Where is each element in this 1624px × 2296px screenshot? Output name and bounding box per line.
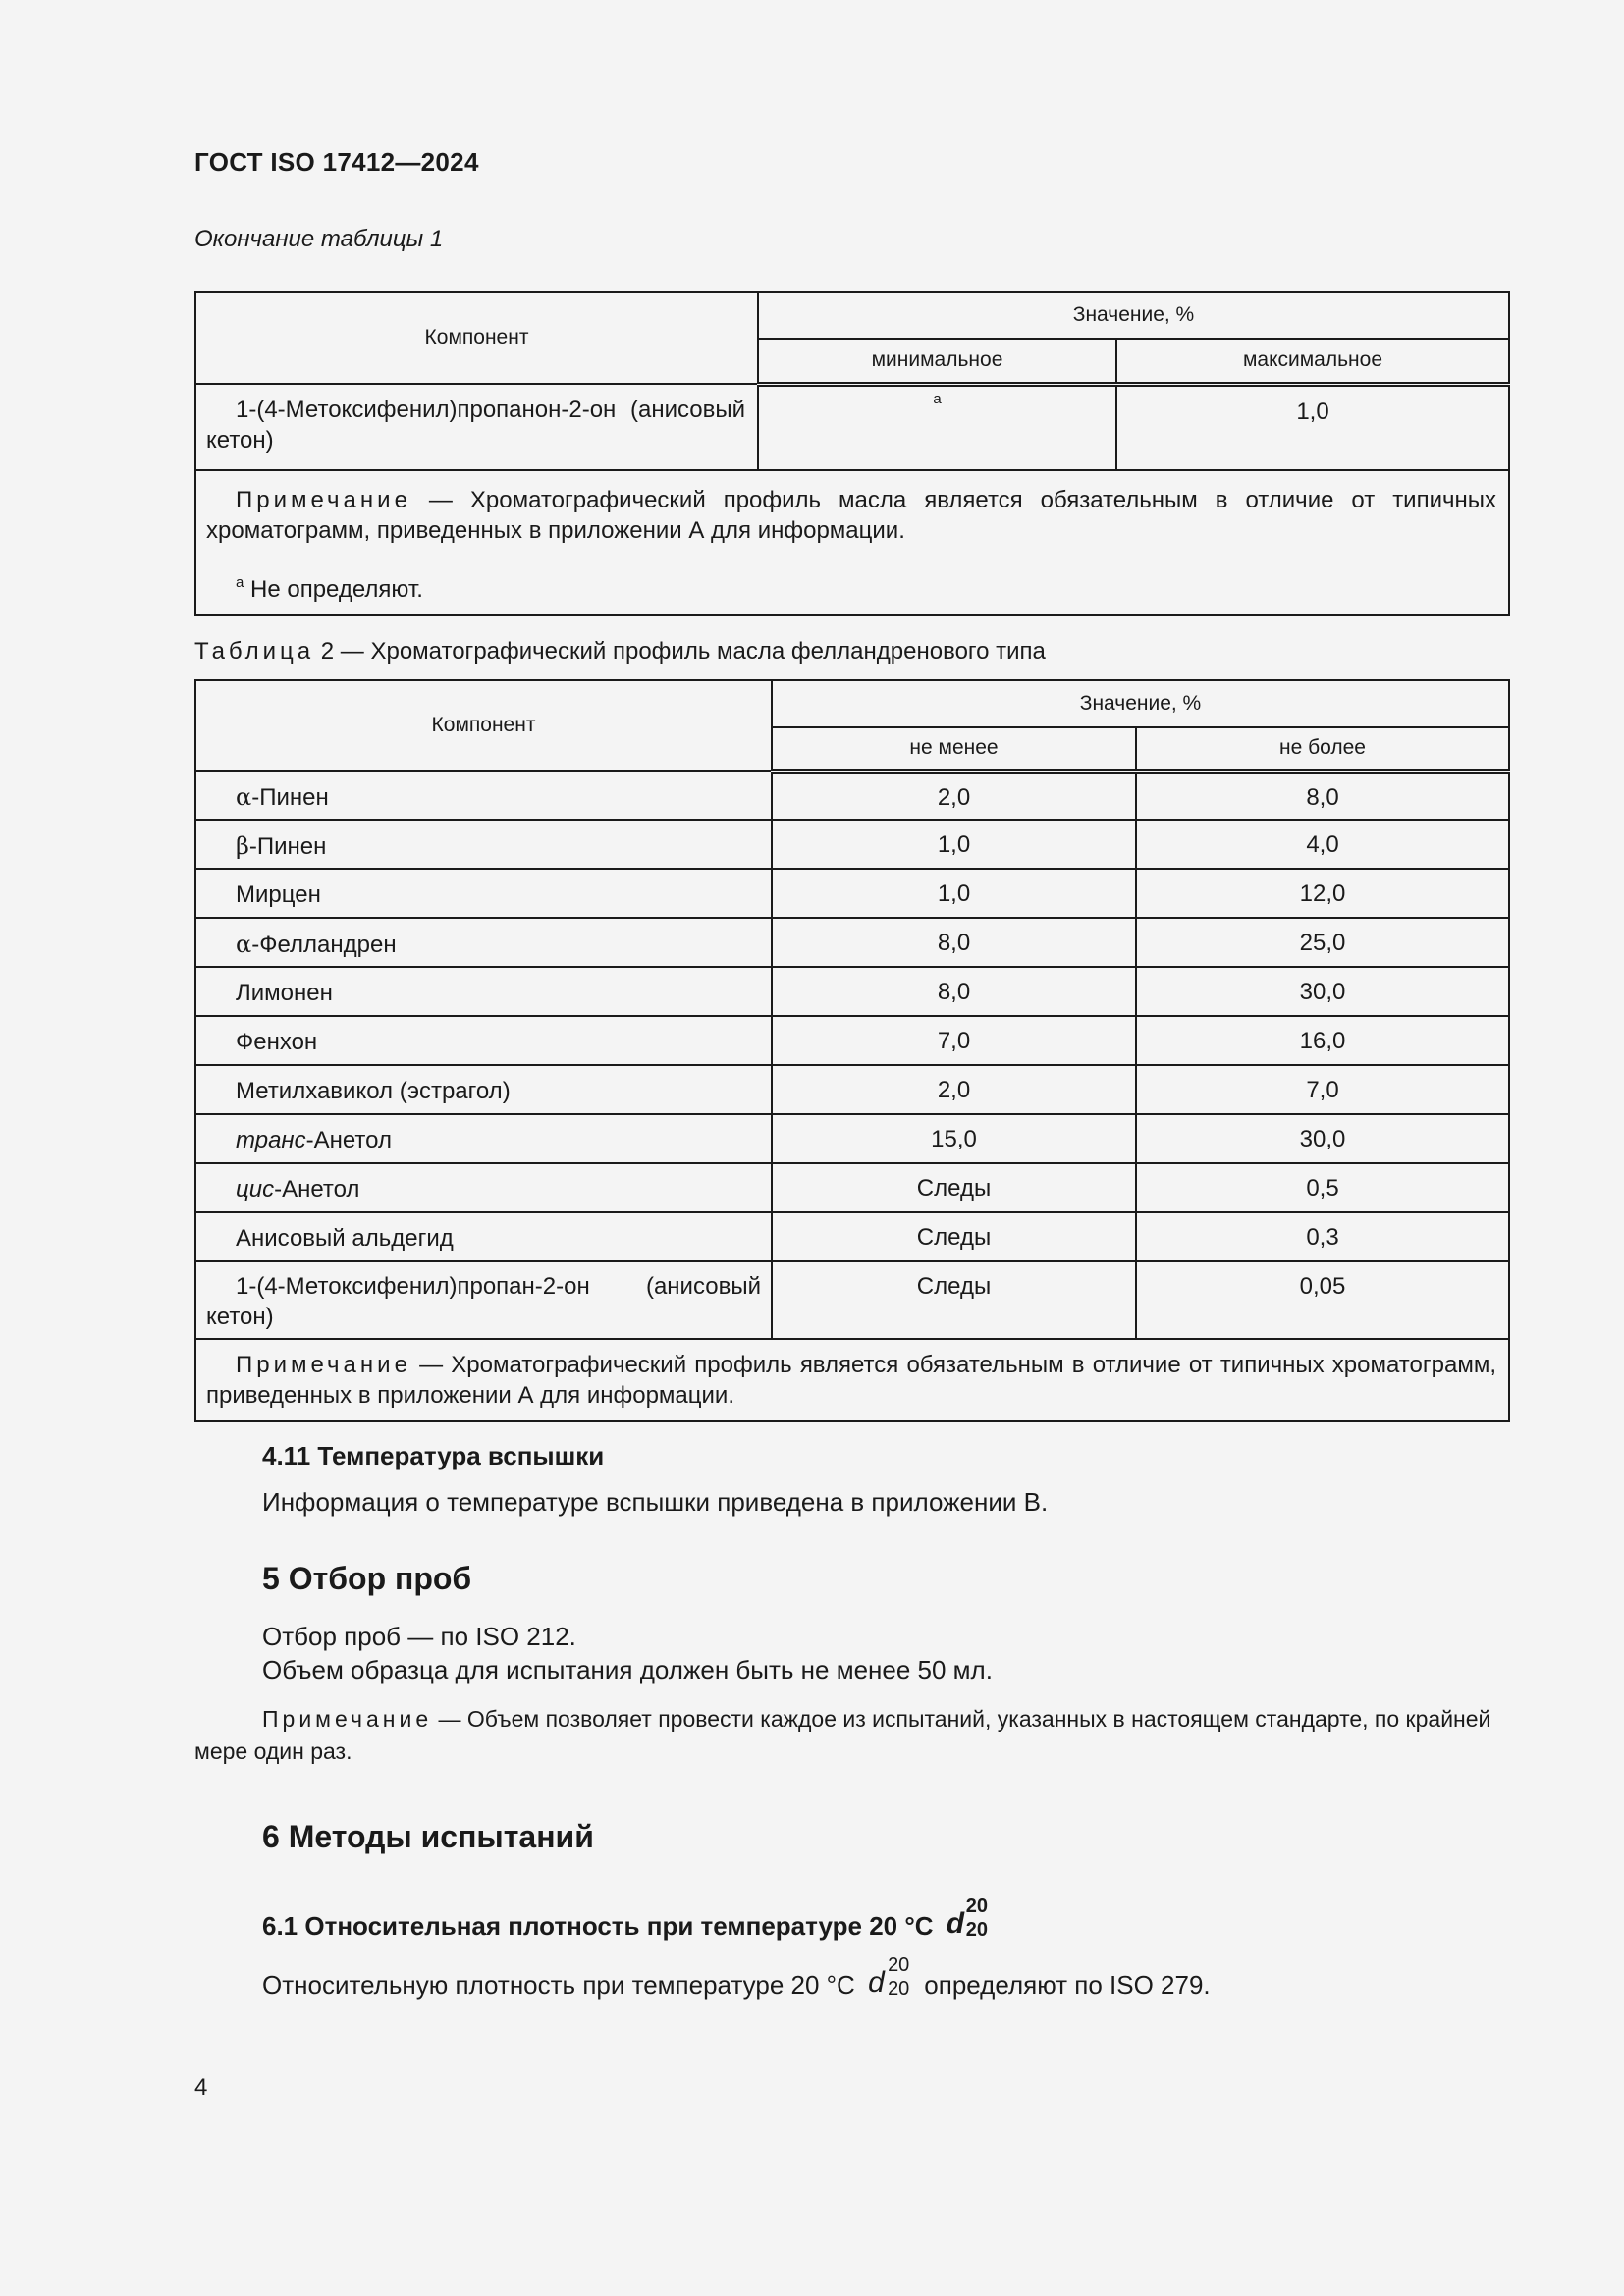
density-symbol: d 20 20 [868, 1954, 910, 2000]
component-prefix: цис [236, 1176, 275, 1202]
table2-cell-min: Следы [772, 1261, 1136, 1339]
note-label: Примечание [236, 1352, 411, 1378]
note-label: Примечание [236, 487, 411, 513]
table2-body [195, 771, 1509, 1339]
table2-cell-min: Следы [772, 1163, 1136, 1212]
table2-title-label: Таблица [194, 638, 315, 665]
component-name: Лимонен [236, 980, 333, 1006]
section-5-line2: Объем образца для испытания должен быть не менее 50 мл. [262, 1655, 993, 1684]
table2-cell-component [195, 1065, 772, 1114]
section-5-note [194, 1703, 1508, 1768]
component-name: Мирцен [236, 881, 321, 908]
table-row [195, 1163, 1509, 1212]
component-prefix: β [236, 832, 249, 860]
table-row [195, 1016, 1509, 1065]
table2-cell-component [195, 869, 772, 918]
table2-header-value: Значение, % [772, 680, 1509, 727]
table-row [195, 384, 1509, 470]
table-row [195, 820, 1509, 869]
component-prefix: α [236, 783, 252, 811]
note-label: Примечание [262, 1706, 433, 1732]
component-name: -Пинен [248, 833, 327, 860]
table2-cell-min: 2,0 [772, 771, 1136, 820]
table2-cell-component [195, 1212, 772, 1261]
component-name: -Анетол [305, 1127, 392, 1153]
section-6-1-title: 6.1 Относительная плотность при температуре 20 °С [262, 1911, 934, 1941]
table2-cell-max: 0,5 [1136, 1163, 1509, 1212]
table2-cell-max: 25,0 [1136, 918, 1509, 967]
table2-cell-min: 1,0 [772, 820, 1136, 869]
note-text: — Объем позволяет провести каждое из испытаний, указанных в настоящем стандарте, по крайней мере один раз. [194, 1706, 1491, 1764]
table-row [195, 771, 1509, 820]
table2-cell-min: 8,0 [772, 918, 1136, 967]
section-4-11-heading: 4.11 Температура вспышки [262, 1441, 605, 1470]
component-name: Фенхон [236, 1029, 318, 1055]
note-text: — Хроматографический профиль является обязательным в отличие от типичных хроматограмм, приведенных в приложении А для информации. [206, 1352, 1496, 1409]
table1-continuation-caption: Окончание таблицы 1 [194, 226, 444, 252]
table2-cell-component [195, 967, 772, 1016]
note-text: — Хроматографический профиль масла является обязательным в отличие от типичных хроматограмм, приведенных в приложении А для информации. [206, 487, 1497, 544]
table2-cell-component [195, 1114, 772, 1163]
table-row [195, 1114, 1509, 1163]
table2-cell-max: 7,0 [1136, 1065, 1509, 1114]
table-row [195, 1212, 1509, 1261]
component-name: -Анетол [274, 1176, 360, 1202]
table1 [194, 291, 1510, 616]
table2-note [195, 1339, 1509, 1421]
density-symbol: d 20 20 [946, 1896, 988, 1941]
section-6-heading: 6 Методы испытаний [262, 1819, 594, 1854]
table1-header-value: Значение, % [758, 292, 1509, 339]
table-row [195, 1065, 1509, 1114]
table2-cell-max: 4,0 [1136, 820, 1509, 869]
table2 [194, 679, 1510, 1422]
table1-cell-min [758, 384, 1116, 470]
table1-cell-component: 1-(4-Метоксифенил)пропанон-2-он (анисовый кетон) [195, 384, 758, 470]
table1-header-min: минимальное [758, 339, 1116, 384]
table-row [195, 1261, 1509, 1339]
component-name: -Пинен [251, 784, 329, 811]
section-5-heading: 5 Отбор проб [262, 1561, 472, 1596]
table2-cell-max: 30,0 [1136, 1114, 1509, 1163]
table-row [195, 869, 1509, 918]
table2-cell-max: 0,3 [1136, 1212, 1509, 1261]
table1-note [195, 470, 1509, 615]
component-prefix: транс [236, 1127, 306, 1153]
table2-cell-component [195, 1016, 772, 1065]
section-6-1-text: Относительную плотность при температуре 20 °С d 20 20 определяют по ISO 279. [262, 1954, 1211, 2000]
table1-header-max: максимальное [1116, 339, 1509, 384]
table1-cell-max: 1,0 [1116, 384, 1509, 470]
section-5-line1: Отбор проб — по ISO 212. [262, 1622, 576, 1651]
table2-cell-max: 8,0 [1136, 771, 1509, 820]
table2-cell-min: 8,0 [772, 967, 1136, 1016]
table2-cell-min: 7,0 [772, 1016, 1136, 1065]
section-6-1-heading [262, 1896, 996, 1942]
table2-cell-min: Следы [772, 1212, 1136, 1261]
footnote-text: Не определяют. [250, 576, 423, 603]
table2-cell-component [195, 771, 772, 820]
table2-cell-max: 12,0 [1136, 869, 1509, 918]
table2-cell-component: 1-(4-Метоксифенил)пропан-2-он (анисовый кетон) [195, 1261, 772, 1339]
table-row [195, 918, 1509, 967]
footnote-mark: а [236, 574, 244, 591]
component-name: Анисовый альдегид [236, 1225, 454, 1252]
footnote-marker: а [933, 390, 942, 407]
table2-title-text: 2 — Хроматографический профиль масла фелландренового типа [320, 638, 1046, 665]
table2-cell-component [195, 820, 772, 869]
table2-cell-max: 16,0 [1136, 1016, 1509, 1065]
table2-header-component: Компонент [195, 680, 772, 771]
table2-cell-max: 30,0 [1136, 967, 1509, 1016]
page-number: 4 [194, 2074, 208, 2101]
table2-header-min: не менее [772, 727, 1136, 771]
table2-cell-min: 1,0 [772, 869, 1136, 918]
component-name: Метилхавикол (эстрагол) [236, 1078, 511, 1104]
table2-cell-component [195, 1163, 772, 1212]
table2-title [194, 638, 1046, 666]
table2-header-max: не более [1136, 727, 1509, 771]
component-name: -Фелландрен [251, 932, 397, 958]
section-4-11-text: Информация о температуре вспышки приведена в приложении В. [262, 1487, 1049, 1517]
table2-cell-component [195, 918, 772, 967]
table1-header-component: Компонент [195, 292, 758, 384]
table-row [195, 967, 1509, 1016]
table2-cell-max: 0,05 [1136, 1261, 1509, 1339]
table2-cell-min: 2,0 [772, 1065, 1136, 1114]
table2-cell-min: 15,0 [772, 1114, 1136, 1163]
document-code: ГОСТ ISO 17412—2024 [194, 147, 479, 177]
component-prefix: α [236, 931, 252, 958]
